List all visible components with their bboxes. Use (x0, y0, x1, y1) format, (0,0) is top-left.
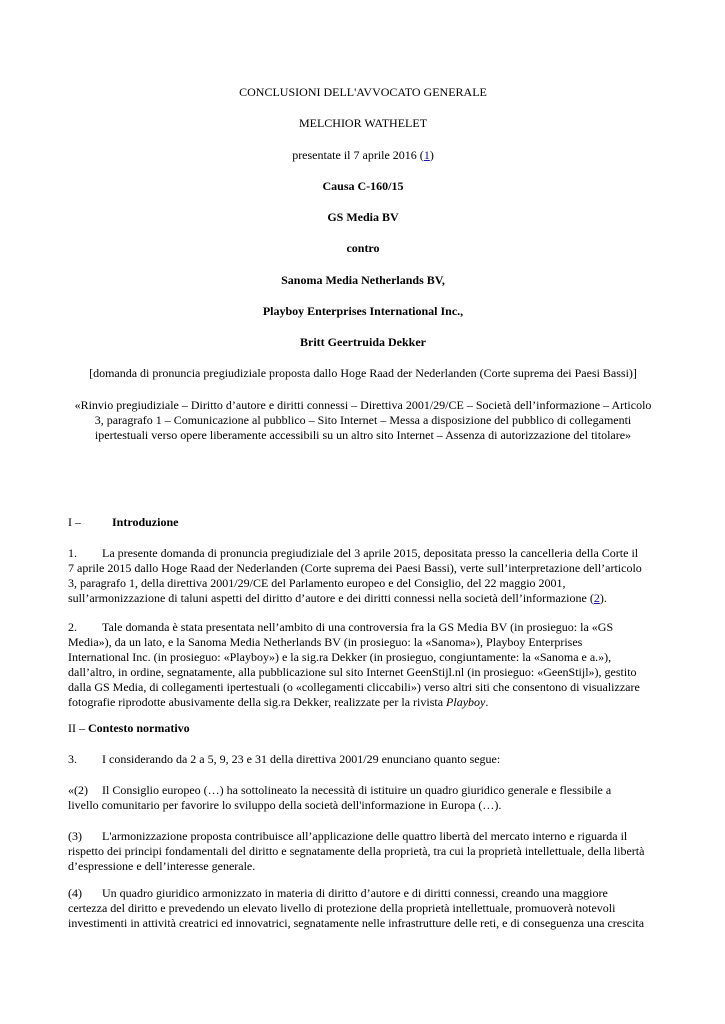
paragraph-line: 3, paragrafo 1, della direttiva 2001/29/CE del Parlamento europeo e del Consiglio, del 22 maggio 2001, (68, 576, 566, 590)
advocate-general-name: MELCHIOR WATHELET (298, 116, 428, 130)
recital-2 (68, 783, 658, 813)
paragraph-line (68, 695, 658, 710)
paragraph-text: La presente domanda di pronuncia pregiudiziale del 3 aprile 2015, depositata presso la cancelleria della Corte il (102, 546, 639, 560)
party-respondent-1: Sanoma Media Netherlands BV, (281, 273, 445, 287)
presentation-date-text: presentate il 7 aprile 2016 ( (292, 148, 424, 162)
paragraph-line (68, 783, 658, 798)
paragraph-line (68, 546, 658, 561)
paragraph-line: Media»), da un lato, e la Sanoma Media Netherlands BV (in prosieguo: la «Sanoma»), Playboy Enterprises (68, 635, 583, 649)
paragraph-line (68, 886, 658, 901)
paragraph-line (68, 591, 658, 606)
section-number: II – (68, 721, 85, 735)
recital-3 (68, 829, 658, 874)
paragraph-text: L'armonizzazione proposta contribuisce all’applicazione delle quattro libertà del mercato interno e riguarda il (102, 829, 628, 843)
paragraph-text: I considerando da 2 a 5, 9, 23 e 31 della direttiva 2001/29 enunciano quanto segue: (102, 752, 501, 766)
party-respondent-2: Playboy Enterprises International Inc., (262, 304, 464, 318)
paragraph-line: d’espressione e dell’interesse generale. (68, 859, 256, 873)
section-title: Introduzione (112, 515, 179, 529)
paragraph-line: rispetto dei principi fondamentali del diritto e segnatamente della proprietà, tra cui la proprietà intellettuale, della libertà (68, 844, 645, 858)
paragraph-line: investimenti in attività creatrici ed innovatrici, segnatamente nelle infrastrutture delle reti, e di conseguenza una crescita (68, 916, 645, 930)
paragraph-text: Un quadro giuridico armonizzato in materia di diritto d’autore e di diritti connessi, creando una maggiore (102, 886, 608, 900)
footnote-link-2[interactable]: 2 (593, 591, 600, 605)
paragraph-line: International Inc. (in prosieguo: «Playboy») e la sig.ra Dekker (in prosieguo, congiuntamente: la «Sanoma e a.»), (68, 650, 612, 664)
paragraph-line: certezza del diritto e prevedendo un elevato livello di protezione della proprietà intellettuale, promuoverà notevoli (68, 901, 616, 915)
paragraph-line (68, 752, 658, 767)
contro-label: contro (346, 241, 380, 255)
paragraph-text: Tale domanda è stata presentata nell’ambito di una controversia fra la GS Media BV (in prosieguo: la «GS (102, 620, 614, 634)
recital-number: (3) (68, 829, 82, 843)
paragraph-number: 3. (68, 752, 77, 766)
paragraph-line: livello comunitario per favorire lo sviluppo della società dell'informazione in Europa (…). (68, 798, 502, 812)
reference-request: [domanda di pronuncia pregiudiziale proposta dallo Hoge Raad der Nederlanden (Corte suprema dei Paesi Bassi)] (89, 366, 637, 380)
case-number: Causa C-160/15 (322, 179, 404, 193)
magazine-title: Playboy (446, 695, 486, 709)
recital-4 (68, 886, 658, 931)
paragraph-number: 2. (68, 620, 77, 634)
paragraph-line (68, 829, 658, 844)
section-title: Contesto normativo (88, 721, 190, 735)
paragraph-1 (68, 546, 658, 606)
paragraph-line: 7 aprile 2015 dallo Hoge Raad der Nederlanden (Corte suprema dei Paesi Bassi), verte sull’interpretazione dell’articolo (68, 561, 642, 575)
document-title: CONCLUSIONI DELL'AVVOCATO GENERALE (239, 85, 487, 99)
section-number: I – (68, 515, 81, 529)
section-heading-contesto-normativo (68, 721, 658, 736)
paragraph-text: . (485, 695, 489, 709)
subject-line-3: ipertestuali verso opere liberamente accessibili su un altro sito Internet – Assenza di autorizzazione del titolare» (94, 428, 632, 442)
section-heading-introduzione (68, 515, 658, 530)
party-applicant: GS Media BV (327, 210, 399, 224)
presentation-date-close: ) (429, 148, 434, 162)
paragraph-line: dalla GS Media, di collegamenti ipertestuali (o «collegamenti cliccabili») verso altri siti che consentono di visualizzare (68, 680, 640, 694)
presentation-date (68, 148, 658, 163)
footnote-link-1[interactable]: 1 (423, 148, 430, 162)
party-respondent-3: Britt Geertruida Dekker (300, 335, 426, 349)
paragraph-3 (68, 752, 658, 767)
subject-line-1: «Rinvio pregiudiziale – Diritto d’autore e diritti connessi – Direttiva 2001/29/CE – Società dell’informazione – Articolo (74, 398, 652, 412)
paragraph-text: fotografie riprodotte abusivamente della sig.ra Dekker, realizzate per la rivista (68, 695, 447, 709)
paragraph-text: Il Consiglio europeo (…) ha sottolineato la necessità di istituire un quadro giuridico generale e flessibile a (102, 783, 612, 797)
paragraph-line (68, 620, 658, 635)
paragraph-line: dall’altro, in ordine, segnatamente, alla pubblicazione sul sito Internet GeenStijl.nl (in prosieguo: «GeenStijl»), gestito (68, 665, 637, 679)
paragraph-text: sull’armonizzazione di taluni aspetti del diritto d’autore e dei diritti connessi nella società dell’informazione ( (68, 591, 594, 605)
paragraph-number: 1. (68, 546, 77, 560)
recital-number: «(2) (68, 783, 88, 797)
recital-number: (4) (68, 886, 82, 900)
paragraph-text: ). (599, 591, 607, 605)
subject-line-2: 3, paragrafo 1 – Comunicazione al pubblico – Sito Internet – Messa a disposizione del pubblico di collegamenti (94, 413, 632, 427)
paragraph-2 (68, 620, 658, 710)
